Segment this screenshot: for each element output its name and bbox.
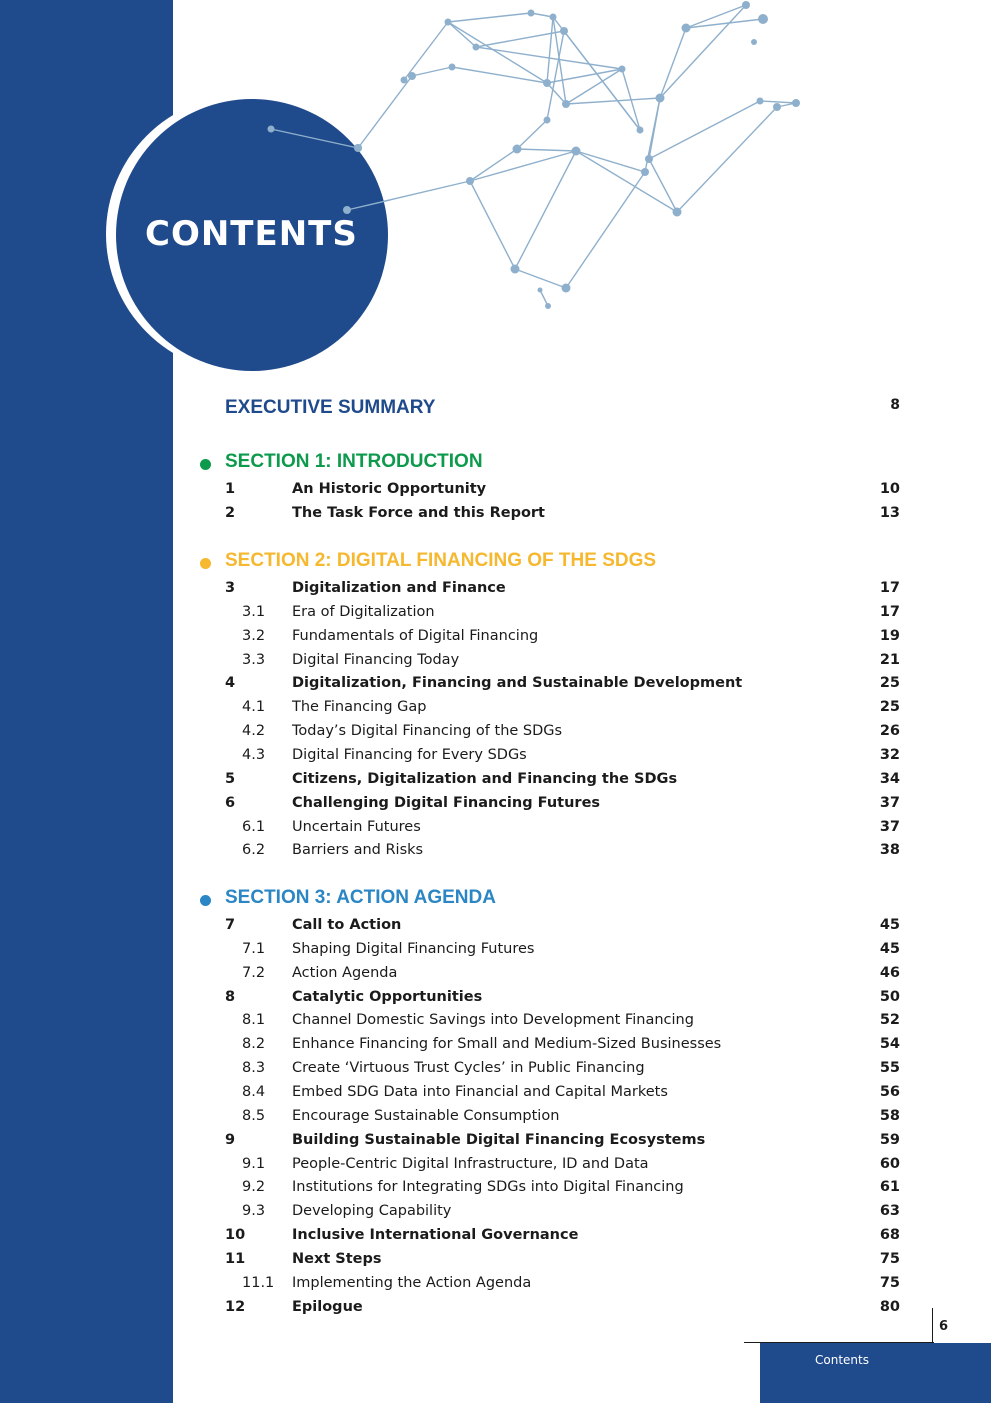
section-title: SECTION 2: DIGITAL FINANCING OF THE SDGS	[225, 550, 657, 571]
toc-entry[interactable]	[225, 1224, 900, 1246]
page-title: CONTENTS	[145, 214, 358, 254]
entry-page: 59	[879, 1131, 900, 1148]
toc-entry[interactable]	[225, 720, 900, 742]
entry-number: 5	[225, 770, 236, 787]
network-overlay	[0, 0, 991, 400]
entry-number: 12	[225, 1298, 246, 1315]
entry-page: 52	[879, 1012, 900, 1029]
entry-title: Digitalization, Financing and Sustainable Development	[292, 675, 743, 692]
entry-page: 60	[879, 1155, 900, 1172]
entry-title: An Historic Opportunity	[292, 481, 487, 497]
entry-number: 11.1	[242, 1274, 275, 1291]
toc-entry[interactable]	[225, 938, 900, 960]
entry-number: 3.1	[242, 603, 266, 620]
entry-number: 11	[225, 1250, 246, 1267]
entry-title: Institutions for Integrating SDGs into Digital Financing	[292, 1179, 684, 1196]
toc-entry[interactable]	[225, 502, 900, 524]
entry-number: 4.2	[242, 723, 266, 740]
entry-page: 25	[879, 699, 900, 716]
footer-tab	[760, 1343, 991, 1403]
entry-page: 56	[879, 1083, 900, 1100]
entry-title: Implementing the Action Agenda	[292, 1274, 532, 1291]
toc-entry[interactable]	[225, 1081, 900, 1103]
entry-page: 45	[879, 940, 900, 957]
section-bullet-icon	[200, 459, 211, 470]
entry-title: Inclusive International Governance	[292, 1227, 579, 1244]
entry-title: Today’s Digital Financing of the SDGs	[292, 723, 563, 740]
entry-page: 75	[879, 1274, 900, 1291]
toc-entry[interactable]	[225, 1033, 900, 1055]
entry-title: Digital Financing Today	[292, 651, 460, 668]
entry-page: 34	[879, 770, 900, 787]
toc-entry[interactable]	[225, 1129, 900, 1151]
toc-entry[interactable]	[225, 1248, 900, 1270]
entry-title: Enhance Financing for Small and Medium-Sized Businesses	[292, 1036, 722, 1053]
entry-page: 58	[879, 1107, 900, 1124]
entry-title: Barriers and Risks	[292, 842, 424, 859]
section-bullet-icon	[200, 558, 211, 569]
entry-number: 8.2	[242, 1036, 266, 1053]
entry-page: 17	[879, 603, 900, 620]
entry-page: 75	[879, 1250, 900, 1267]
toc-entry[interactable]	[225, 1153, 900, 1175]
entry-number: 1	[225, 481, 236, 497]
entry-page: 54	[879, 1036, 900, 1053]
entry-page: 68	[879, 1227, 900, 1244]
entry-number: 4	[225, 675, 236, 692]
entry-number: 6.1	[242, 818, 266, 835]
toc-entry[interactable]	[225, 816, 900, 838]
entry-page: 80	[879, 1298, 900, 1315]
entry-title: The Financing Gap	[292, 699, 427, 716]
entry-title: Action Agenda	[292, 964, 398, 981]
entry-page: 19	[879, 627, 900, 644]
section-bullet-icon	[200, 895, 211, 906]
entry-title: Fundamentals of Digital Financing	[292, 627, 539, 644]
entry-number: 9.3	[242, 1203, 266, 1220]
entry-title: People-Centric Digital Infrastructure, ID and Data	[292, 1155, 649, 1172]
entry-title: Challenging Digital Financing Futures	[292, 794, 601, 811]
entry-number: 6.2	[242, 842, 266, 859]
entry-number: 3	[225, 580, 236, 596]
entry-page: 32	[879, 746, 900, 763]
toc-entry[interactable]	[225, 962, 900, 984]
entry-page: 38	[879, 842, 900, 859]
toc-entry[interactable]	[225, 1272, 900, 1294]
toc-entry[interactable]	[225, 914, 900, 936]
entry-number: 7.1	[242, 940, 266, 957]
entry-title: Create ‘Virtuous Trust Cycles’ in Public Financing	[292, 1060, 645, 1077]
toc-entry[interactable]	[225, 744, 900, 766]
entry-number: 9.2	[242, 1179, 266, 1196]
entry-page: 37	[879, 794, 900, 811]
entry-title: Catalytic Opportunities	[292, 988, 483, 1005]
entry-number: 8.3	[242, 1060, 266, 1077]
toc-entry[interactable]	[225, 1057, 900, 1079]
entry-title: Developing Capability	[292, 1203, 452, 1220]
entry-page: 21	[879, 651, 900, 668]
footer-label: Contents	[815, 1353, 869, 1367]
toc-entry[interactable]	[225, 1296, 900, 1318]
entry-title: Channel Domestic Savings into Development Financing	[292, 1012, 694, 1029]
entry-title: Encourage Sustainable Consumption	[292, 1107, 560, 1124]
toc-entry[interactable]	[225, 601, 900, 623]
entry-title: Building Sustainable Digital Financing Ecosystems	[292, 1131, 706, 1148]
entry-title: Next Steps	[292, 1250, 382, 1267]
page-number: 6	[939, 1319, 949, 1334]
entry-page: 61	[879, 1179, 900, 1196]
toc-entry[interactable]	[225, 839, 900, 861]
entry-page: 45	[879, 917, 900, 933]
entry-page: 55	[879, 1060, 900, 1077]
entry-number: 8	[225, 988, 236, 1005]
toc-entry[interactable]	[225, 1176, 900, 1198]
entry-number: 9	[225, 1131, 236, 1148]
section-title: SECTION 1: INTRODUCTION	[225, 451, 483, 472]
entry-title: Shaping Digital Financing Futures	[292, 940, 535, 957]
entry-title: Digitalization and Finance	[292, 580, 506, 596]
entry-page: 63	[879, 1203, 900, 1220]
section-heading-2[interactable]	[200, 550, 900, 576]
entry-title: Era of Digitalization	[292, 603, 435, 620]
entry-title: The Task Force and this Report	[292, 505, 545, 521]
toc-entry[interactable]	[225, 577, 900, 599]
entry-number: 10	[225, 1227, 246, 1244]
entry-page: 50	[879, 988, 900, 1005]
entry-page: 17	[879, 580, 900, 596]
entry-number: 8.4	[242, 1083, 266, 1100]
toc-entry[interactable]	[225, 1105, 900, 1127]
executive-summary-entry[interactable]	[225, 397, 900, 423]
toc-entry[interactable]	[225, 696, 900, 718]
section-title: SECTION 3: ACTION AGENDA	[225, 887, 496, 908]
section-heading-1[interactable]	[200, 451, 900, 477]
entry-number: 2	[225, 505, 236, 521]
executive-summary-page: 8	[890, 397, 900, 413]
entry-page: 37	[879, 818, 900, 835]
toc-entry[interactable]	[225, 625, 900, 647]
toc-entry[interactable]	[225, 986, 900, 1008]
toc-entry[interactable]	[225, 1200, 900, 1222]
entry-page: 25	[879, 675, 900, 692]
entry-number: 9.1	[242, 1155, 266, 1172]
entry-title: Citizens, Digitalization and Financing the SDGs	[292, 770, 678, 787]
entry-page: 46	[879, 964, 900, 981]
entry-number: 3.3	[242, 651, 266, 668]
entry-number: 4.1	[242, 699, 266, 716]
executive-summary-label: EXECUTIVE SUMMARY	[225, 397, 436, 418]
entry-number: 8.1	[242, 1012, 266, 1029]
entry-number: 7.2	[242, 964, 266, 981]
entry-number: 8.5	[242, 1107, 266, 1124]
entry-title: Embed SDG Data into Financial and Capital Markets	[292, 1083, 668, 1100]
entry-page: 10	[879, 481, 900, 497]
entry-number: 6	[225, 794, 236, 811]
entry-title: Digital Financing for Every SDGs	[292, 746, 527, 763]
toc-entry[interactable]	[225, 1009, 900, 1031]
entry-page: 13	[879, 505, 900, 521]
toc-entry[interactable]	[225, 768, 900, 790]
toc-entry[interactable]	[225, 792, 900, 814]
entry-title: Uncertain Futures	[292, 818, 421, 835]
entry-number: 4.3	[242, 746, 266, 763]
section-heading-3[interactable]	[200, 887, 900, 913]
entry-number: 7	[225, 917, 236, 933]
entry-title: Epilogue	[292, 1298, 363, 1315]
entry-title: Call to Action	[292, 917, 402, 933]
toc-entry[interactable]	[225, 649, 900, 671]
entry-page: 26	[879, 723, 900, 740]
toc-entry[interactable]	[225, 672, 900, 694]
entry-number: 3.2	[242, 627, 266, 644]
toc-entry[interactable]	[225, 478, 900, 500]
